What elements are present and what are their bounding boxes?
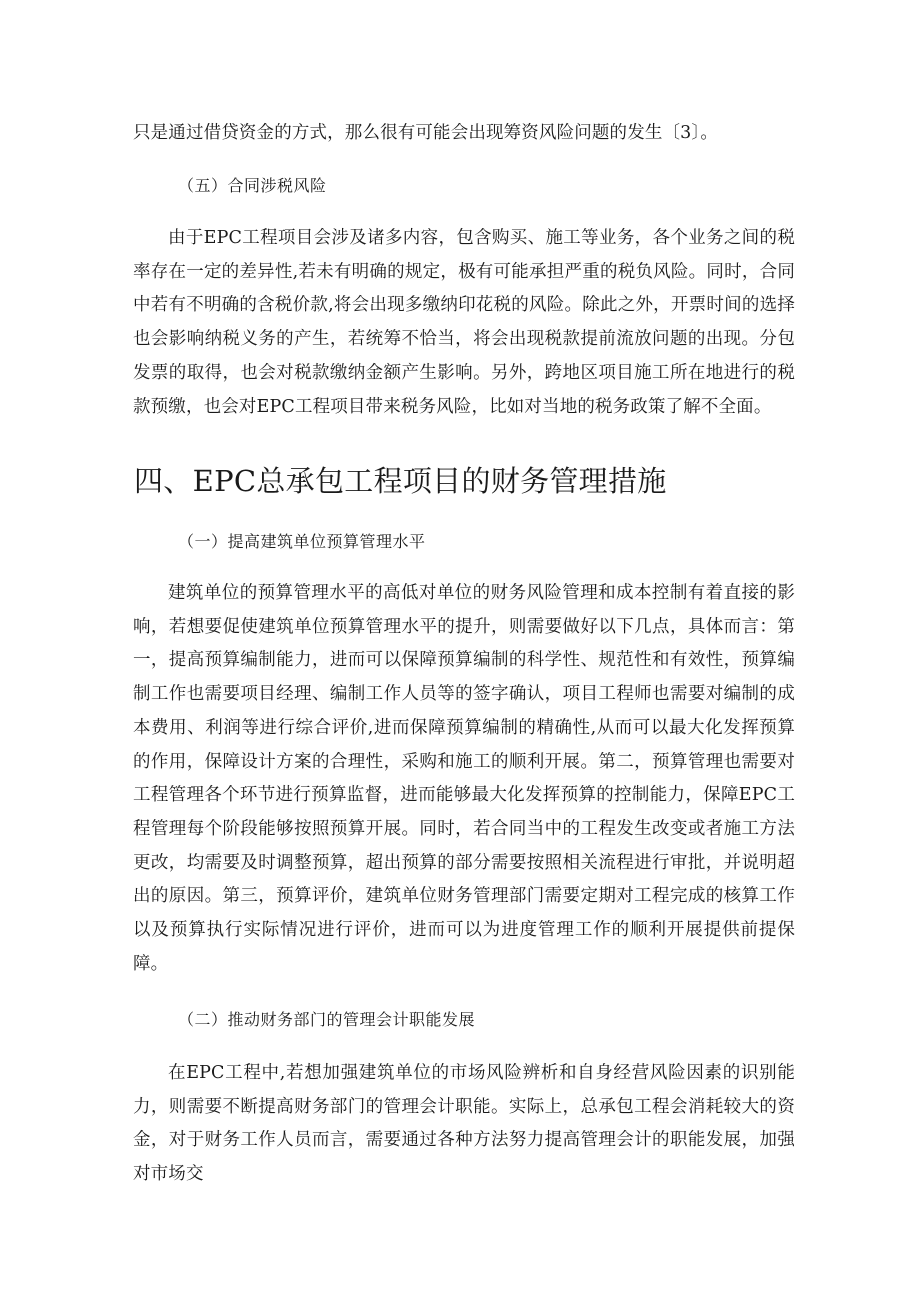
paragraph-management-accounting: 在EPC工程中,若想加强建筑单位的市场风险辨析和自身经营风险因素的识别能力，则需要不断提高财务部门的管理会计职能。实际上，总承包工程会消耗较大的资金，对于财务工作人员而言，需要通过各种方法努力提高管理会计的职能发展，加强对市场交 (133, 1063, 795, 1185)
paragraph-continuation: 只是通过借贷资金的方式，那么很有可能会出现筹资风险问题的发生〔3〕。 (133, 123, 718, 143)
subheading-management-accounting: （二）推动财务部门的管理会计职能发展 (178, 1010, 476, 1029)
subheading-contract-tax-risk: （五）合同涉税风险 (178, 176, 327, 195)
section-title-financial-measures: 四、EPC总承包工程项目的财务管理措施 (134, 464, 667, 498)
paragraph-budget-management: 建筑单位的预算管理水平的高低对单位的财务风险管理和成本控制有着直接的影响，若想要促使建筑单位预算管理水平的提升，则需要做好以下几点，具体而言：第一，提高预算编制能力，进而可以保障预算编制的科学性、规范性和有效性，预算编制工作也需要项目经理、编制工作人员等的签字确认，项目工程师也需要对编制的成本费用、利润等进行综合评价,进而保障预算编制的精确性,从而可以最大化发挥预算的作用，保障设计方案的合理性，采购和施工的顺利开展。第二，预算管理也需要对工程管理各个环节进行预算监督，进而能够最大化发挥预算的控制能力，保障EPC工程管理每个阶段能够按照预算开展。同时，若合同当中的工程发生改变或者施工方法更改，均需要及时调整预算，超出预算的部分需要按照相关流程进行审批，并说明超出的原因。第三，预算评价，建筑单位财务管理部门需要定期对工程完成的核算工作以及预算执行实际情况进行评价，进而可以为进度管理工作的顺利开展提供前提保障。 (133, 583, 795, 974)
paragraph-contract-tax-risk: 由于EPC工程项目会涉及诸多内容，包含购买、施工等业务，各个业务之间的税率存在一定的差异性,若未有明确的规定，极有可能承担严重的税负风险。同时，合同中若有不明确的含税价款,将会出现多缴纳印花税的风险。除此之外，开票时间的选择也会影响纳税义务的产生，若统筹不恰当，将会出现税款提前流放问题的出现。分包发票的取得，也会对税款缴纳金额产生影响。另外，跨地区项目施工所在地进行的税款预缴，也会对EPC工程项目带来税务风险，比如对当地的税务政策了解不全面。 (133, 228, 795, 417)
subheading-budget-management: （一）提高建筑单位预算管理水平 (178, 532, 426, 551)
